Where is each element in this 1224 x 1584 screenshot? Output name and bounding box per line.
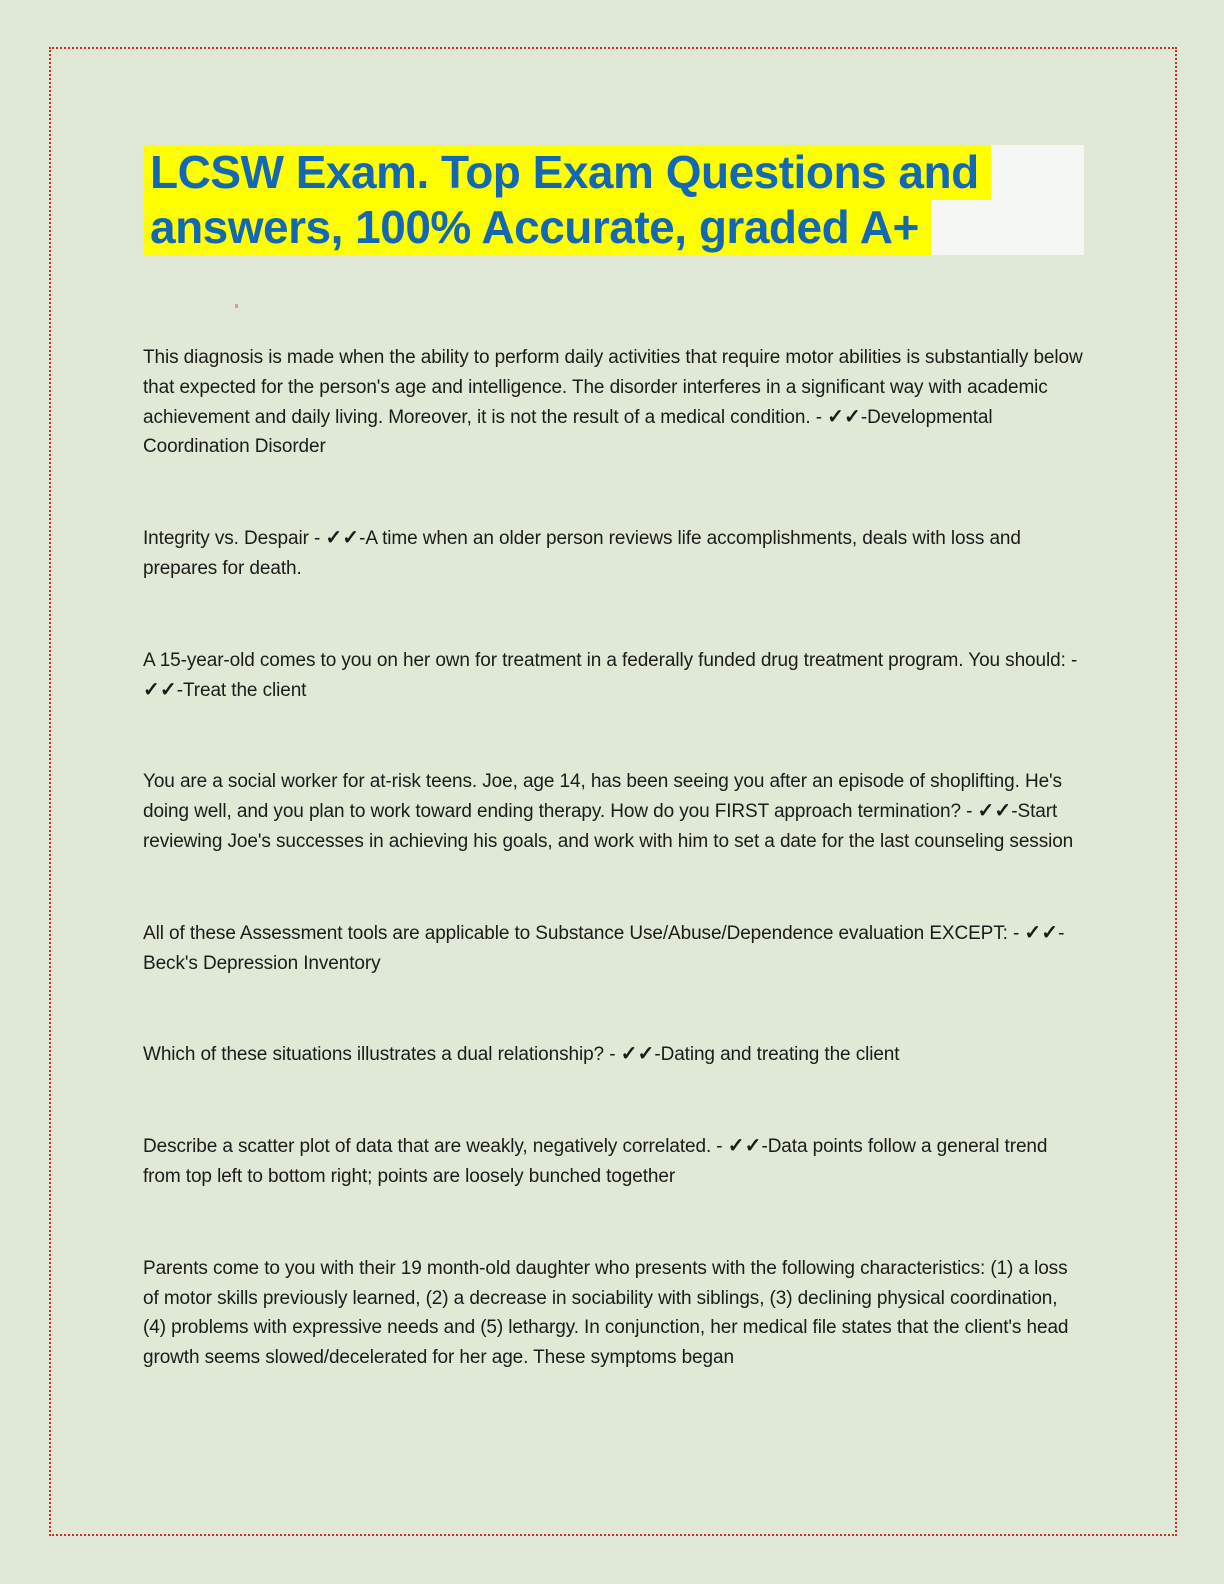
question-text: Integrity vs. Despair (143, 528, 309, 550)
question-text: You are a social worker for at-risk teens. Joe, age 14, has been seeing you after an episode of shoplifting. He's doing well, and you plan to work toward ending therapy. How do you FIRST approach termination? (143, 771, 1062, 823)
question-text: A 15-year-old comes to you on her own for treatment in a federally funded drug treatment program. You should: (143, 649, 1066, 671)
title-filler-2 (931, 200, 1084, 255)
double-checkmark-icon: ✓✓ (977, 800, 1012, 823)
qa-paragraph (143, 767, 1084, 856)
answer-separator-hyphen: - (860, 406, 868, 428)
answer-separator-hyphen: - (761, 1136, 768, 1158)
qa-paragraph (143, 1040, 1084, 1070)
answer-separator-dash: - (810, 406, 828, 428)
question-text: Parents come to you with their 19 month-old daughter who presents with the following characteristics: (1) a loss of motor skills previously learned, (2) a decrease in sociability with siblings, (3) declining physical coordination, (4) problems with expressive needs and (5) lethargy. In conjunction, her medical file states that the client's head growth seems slowed/decelerated for her age. These symptoms began (143, 1257, 1069, 1369)
answer-separator-dash: - (604, 1044, 621, 1066)
answer-separator-dash: - (1065, 649, 1078, 671)
answer-separator-hyphen: - (1011, 801, 1018, 823)
answer-separator-hyphen: - (1058, 922, 1065, 944)
answer-separator-hyphen: - (176, 679, 183, 701)
double-checkmark-icon: ✓✓ (143, 678, 177, 701)
title-text-line-2: answers, 100% Accurate, graded A+ (143, 200, 931, 255)
qa-paragraph (143, 646, 1084, 706)
page-content (143, 145, 1084, 1435)
document-title (143, 145, 1084, 255)
question-text: Which of these situations illustrates a dual relationship? (143, 1044, 605, 1066)
answer-text: A time when an older person reviews life accomplishments, deals with loss and prepares for death. (143, 528, 1021, 579)
answer-separator-hyphen: - (654, 1044, 661, 1066)
question-text: This diagnosis is made when the ability to perform daily activities that require motor abilities is substantially below that expected for the person's age and intelligence. The disorder interferes in a significant way with academic achievement and daily living. Moreover, it is not the result of a medical condition. (143, 347, 1083, 428)
answer-separator-dash: - (960, 801, 978, 823)
title-line-1 (143, 145, 1084, 200)
double-checkmark-icon: ✓✓ (325, 527, 360, 550)
qa-paragraph (143, 1254, 1084, 1373)
title-text-line-1: LCSW Exam. Top Exam Questions and (143, 145, 991, 200)
double-checkmark-icon: ✓✓ (727, 1135, 762, 1158)
qa-paragraph (143, 343, 1084, 462)
qa-paragraph (143, 919, 1084, 979)
question-text: All of these Assessment tools are applicable to Substance Use/Abuse/Dependence evaluation EXCEPT: (143, 922, 1008, 944)
answer-text: Start reviewing Joe's successes in achieving his goals, and work with him to set a date for the last counseling session (143, 801, 1074, 852)
answer-separator-dash: - (711, 1136, 728, 1158)
qa-list (143, 343, 1084, 1373)
title-filler-1 (991, 145, 1084, 200)
answer-separator-dash: - (1007, 922, 1025, 944)
answer-separator-hyphen: - (359, 528, 366, 550)
double-checkmark-icon: ✓✓ (827, 405, 861, 428)
answer-text: Dating and treating the client (660, 1044, 900, 1066)
answer-text: Beck's Depression Inventory (143, 952, 381, 974)
qa-paragraph (143, 1132, 1084, 1192)
answer-separator-dash: - (308, 528, 326, 550)
question-text: Describe a scatter plot of data that are weakly, negatively correlated. (143, 1136, 712, 1158)
qa-paragraph (143, 524, 1084, 584)
double-checkmark-icon: ✓✓ (1024, 921, 1059, 944)
answer-text: Treat the client (182, 679, 307, 701)
answer-text: Developmental Coordination Disorder (143, 406, 993, 458)
title-line-2 (143, 200, 1084, 255)
double-checkmark-icon: ✓✓ (620, 1043, 655, 1066)
answer-text: Data points follow a general trend from top left to bottom right; points are loosely bunched together (143, 1136, 1048, 1187)
